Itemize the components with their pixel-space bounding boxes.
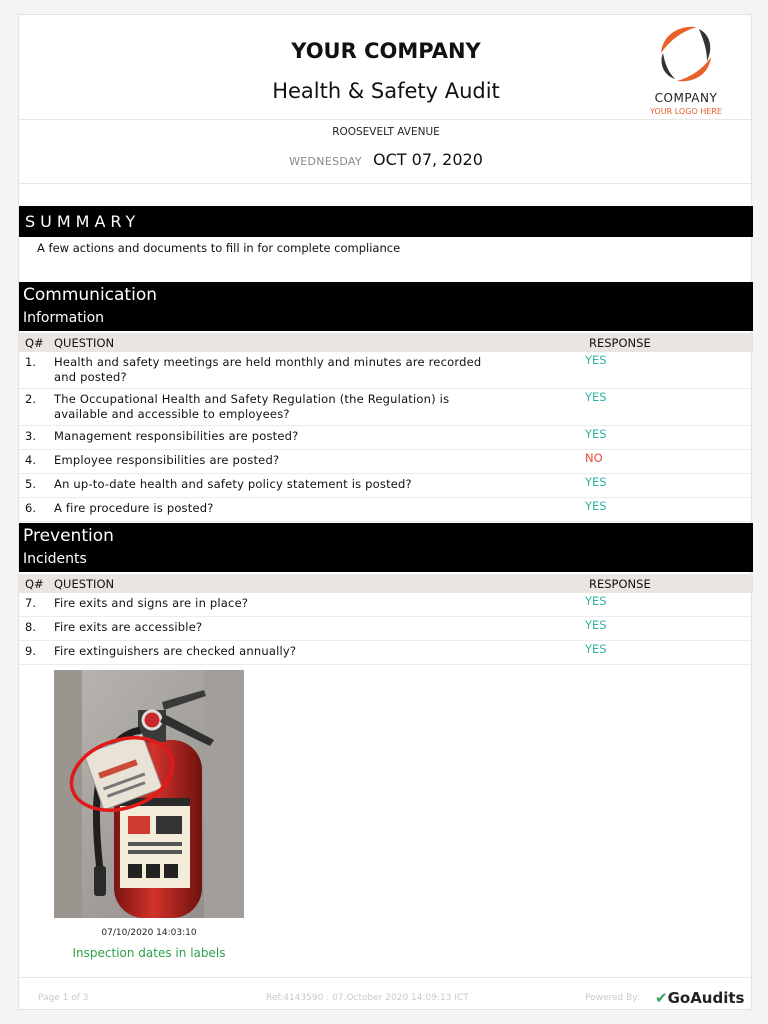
check-icon: ✔: [655, 989, 668, 1007]
summary-title: SUMMARY: [25, 212, 141, 231]
question-text: An up-to-date health and safety policy statement is posted?: [54, 477, 412, 491]
section-subtitle: Information: [23, 310, 105, 326]
audit-date: [19, 150, 753, 169]
question-text: Management responsibilities are posted?: [54, 429, 299, 443]
audit-page: [18, 14, 752, 1010]
question-text: Fire exits and signs are in place?: [54, 596, 249, 610]
question-number: 9.: [25, 644, 36, 658]
response-value: YES: [585, 353, 607, 367]
fire-extinguisher-photo[interactable]: [54, 670, 244, 918]
question-number: 3.: [25, 429, 36, 443]
table-row: [19, 450, 753, 474]
response-value: YES: [585, 475, 607, 489]
table-row: [19, 593, 753, 617]
goaudits-logo[interactable]: [655, 989, 744, 1007]
response-value: NO: [585, 451, 603, 465]
response-value: YES: [585, 618, 607, 632]
question-number: 7.: [25, 596, 36, 610]
column-question: QUESTION: [54, 336, 115, 350]
question-number: 1.: [25, 355, 36, 369]
company-logo: [641, 21, 731, 121]
page-number: Page 1 of 3: [38, 993, 89, 1003]
photo-timestamp: 07/10/2020 14:03:10: [101, 928, 197, 938]
question-number: 2.: [25, 392, 36, 406]
section-title: Prevention: [23, 526, 114, 546]
table-header: [19, 333, 753, 352]
section-header-prevention: [19, 523, 753, 572]
table-row: [19, 389, 753, 426]
column-num: Q#: [25, 336, 44, 350]
table-row: [19, 617, 753, 641]
question-number: 8.: [25, 620, 36, 634]
divider: [19, 119, 753, 120]
brand-name: GoAudits: [667, 989, 745, 1007]
date-value: OCT 07, 2020: [373, 150, 483, 169]
divider: [19, 977, 753, 978]
summary-text: A few actions and documents to fill in for complete compliance: [37, 241, 401, 255]
response-value: YES: [585, 642, 607, 656]
report-reference: Ref:4143590 : 07.October 2020 14:09:13 ICT: [266, 993, 469, 1003]
logo-name: COMPANY: [654, 91, 718, 105]
response-value: YES: [585, 594, 607, 608]
table-row: [19, 498, 753, 522]
photo-caption: Inspection dates in labels: [72, 946, 226, 960]
company-name: YOUR COMPANY: [291, 39, 481, 63]
table-row: [19, 474, 753, 498]
question-text: Fire exits are accessible?: [54, 620, 203, 634]
question-text: Employee responsibilities are posted?: [54, 453, 280, 467]
question-number: 5.: [25, 477, 36, 491]
site-location: ROOSEVELT AVENUE: [332, 126, 440, 138]
question-text: A fire procedure is posted?: [54, 501, 214, 515]
question-text: The Occupational Health and Safety Regulation (the Regulation) is available and accessible to employees?: [54, 392, 450, 421]
table-row: [19, 426, 753, 450]
logo-tagline: YOUR LOGO HERE: [650, 107, 722, 116]
table-row: [19, 352, 753, 389]
question-number: 4.: [25, 453, 36, 467]
report-title: Health & Safety Audit: [272, 79, 500, 103]
section-subtitle: Incidents: [23, 551, 87, 567]
question-text: Fire extinguishers are checked annually?: [54, 644, 297, 658]
column-response: RESPONSE: [589, 577, 651, 591]
table-row: [19, 641, 753, 665]
summary-header: [19, 206, 753, 237]
response-value: YES: [585, 390, 607, 404]
question-text: Health and safety meetings are held monthly and minutes are recorded and posted?: [54, 355, 482, 384]
divider: [19, 183, 753, 184]
table-header: [19, 574, 753, 593]
powered-by-label: Powered By:: [585, 993, 641, 1003]
weekday: WEDNESDAY: [289, 155, 362, 168]
column-num: Q#: [25, 577, 44, 591]
question-number: 6.: [25, 501, 36, 515]
response-value: YES: [585, 499, 607, 513]
column-response: RESPONSE: [589, 336, 651, 350]
section-header-communication: [19, 282, 753, 331]
section-title: Communication: [23, 285, 157, 305]
response-value: YES: [585, 427, 607, 441]
logo-mark-icon: [641, 21, 731, 91]
column-question: QUESTION: [54, 577, 115, 591]
